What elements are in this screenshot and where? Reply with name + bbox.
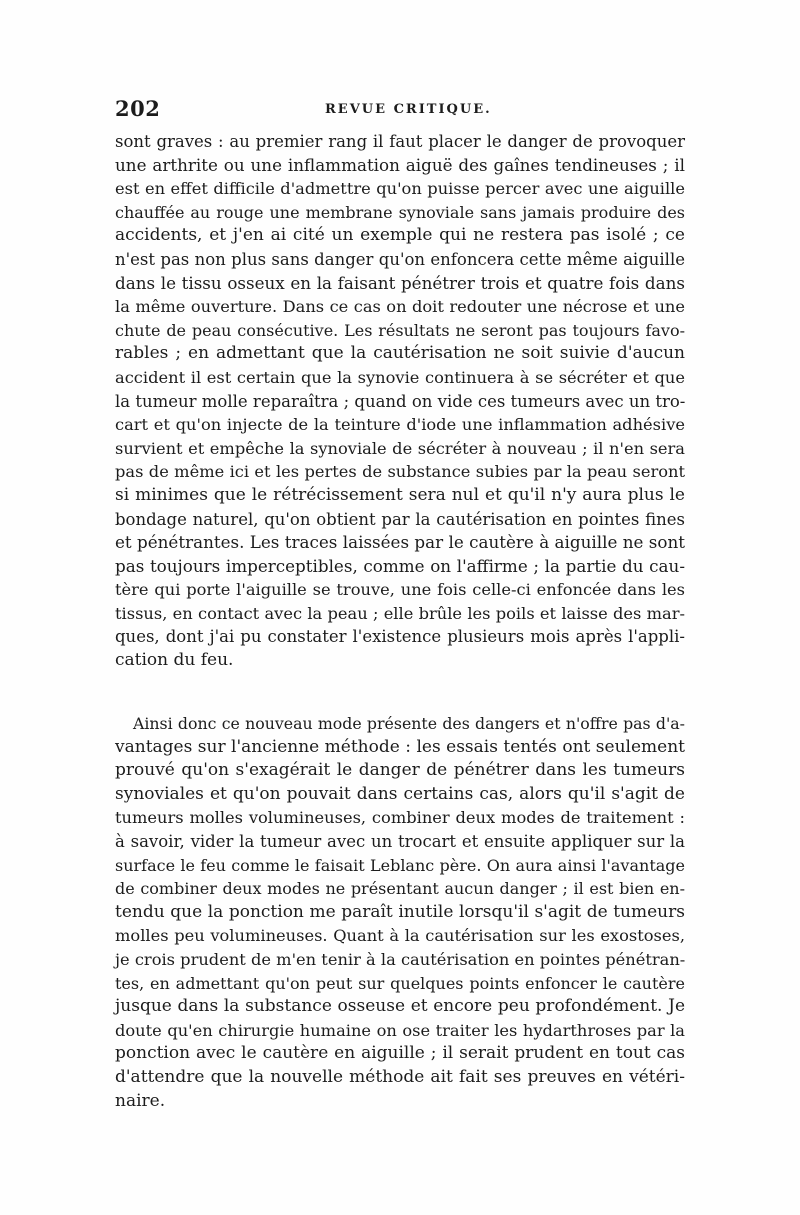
text-line: molles peu volumineuses. Quant à la cautérisation sur les exostoses, <box>115 926 685 946</box>
page-number: 202 <box>115 96 161 121</box>
text-line: chauffée au rouge une membrane synoviale sans jamais produire des <box>115 202 685 222</box>
running-title: REVUE CRITIQUE. <box>325 102 492 117</box>
text-line: dans le tissu osseux en la faisant pénétrer trois et quatre fois dans <box>115 272 685 293</box>
text-line: et pénétrantes. Les traces laissées par le cautère à aiguille ne sont <box>115 532 685 553</box>
text-line: pas toujours imperceptibles, comme on l'affirme ; la partie du cau- <box>115 555 685 576</box>
text-line: est en effet difficile d'admettre qu'on puisse percer avec une aiguille <box>115 179 685 199</box>
text-line: de combiner deux modes ne présentant aucun danger ; il est bien en- <box>115 879 685 899</box>
text-line: n'est pas non plus sans danger qu'on enfoncera cette même aiguille <box>115 249 685 269</box>
text-line: d'attendre que la nouvelle méthode ait fait ses preuves en vétéri- <box>115 1066 685 1087</box>
text-line: accident il est certain que la synovie continuera à se sécréter et que <box>115 367 685 387</box>
text-line: une arthrite ou une inflammation aiguë des gaînes tendineuses ; il <box>115 154 685 175</box>
text-line: naire. <box>115 1090 166 1111</box>
text-line: cart et qu'on injecte de la teinture d'iode une inflammation adhésive <box>115 415 685 435</box>
text-line: rables ; en admettant que la cautérisation ne soit suivie d'aucun <box>115 343 685 364</box>
text-line: prouvé qu'on s'exagérait le danger de pénétrer dans les tumeurs <box>115 760 685 781</box>
paragraph-1 <box>115 130 685 673</box>
text-line: ques, dont j'ai pu constater l'existence plusieurs mois après l'appli- <box>115 627 685 647</box>
text-line: tère qui porte l'aiguille se trouve, une fois celle-ci enfoncée dans les <box>115 580 685 600</box>
text-line: tissus, en contact avec la peau ; elle brûle les poils et laisse des mar- <box>115 603 685 623</box>
paragraph-2 <box>115 712 685 1113</box>
text-line: vantages sur l'ancienne méthode : les essais tentés ont seulement <box>115 736 685 757</box>
text-line: tendu que la ponction me paraît inutile lorsqu'il s'agit de tumeurs <box>115 901 685 922</box>
text-line: cation du feu. <box>115 650 234 671</box>
text-line: à savoir, vider la tumeur avec un trocart et ensuite appliquer sur la <box>115 831 685 851</box>
text-line: ponction avec le cautère en aiguille ; il serait prudent en tout cas <box>115 1043 685 1064</box>
text-line: tes, en admettant qu'on peut sur quelques points enfoncer le cautère <box>115 973 685 993</box>
text-line: Ainsi donc ce nouveau mode présente des dangers et n'offre pas d'a- <box>133 714 685 733</box>
text-line: si minimes que le rétrécissement sera nul et qu'il n'y aura plus le <box>115 484 685 505</box>
text-line: la même ouverture. Dans ce cas on doit redouter une nécrose et une <box>115 297 685 317</box>
text-line: pas de même ici et les pertes de substance subies par la peau seront <box>115 462 685 482</box>
text-line: jusque dans la substance osseuse et encore peu profondément. Je <box>115 996 685 1017</box>
text-line: surface le feu comme le faisait Leblanc père. On aura ainsi l'avantage <box>115 855 685 875</box>
page-header <box>115 96 685 122</box>
text-line: sont graves : au premier rang il faut placer le danger de provoquer <box>115 132 685 151</box>
text-line: accidents, et j'en ai cité un exemple qui ne restera pas isolé ; ce <box>115 225 685 246</box>
text-line: survient et empêche la synoviale de sécréter à nouveau ; il n'en sera <box>115 438 685 458</box>
text-line: doute qu'en chirurgie humaine on ose traiter les hydarthroses par la <box>115 1020 685 1040</box>
text-line: chute de peau consécutive. Les résultats ne seront pas toujours favo- <box>115 320 685 340</box>
text-line: synoviales et qu'on pouvait dans certains cas, alors qu'il s'agit de <box>115 783 685 804</box>
text-line: bondage naturel, qu'on obtient par la cautérisation en pointes fines <box>115 509 685 529</box>
text-line: la tumeur molle reparaîtra ; quand on vide ces tumeurs avec un tro- <box>115 391 686 411</box>
text-line: je crois prudent de m'en tenir à la cautérisation en pointes pénétran- <box>115 949 686 969</box>
text-line: tumeurs molles volumineuses, combiner deux modes de traitement : <box>115 808 685 828</box>
